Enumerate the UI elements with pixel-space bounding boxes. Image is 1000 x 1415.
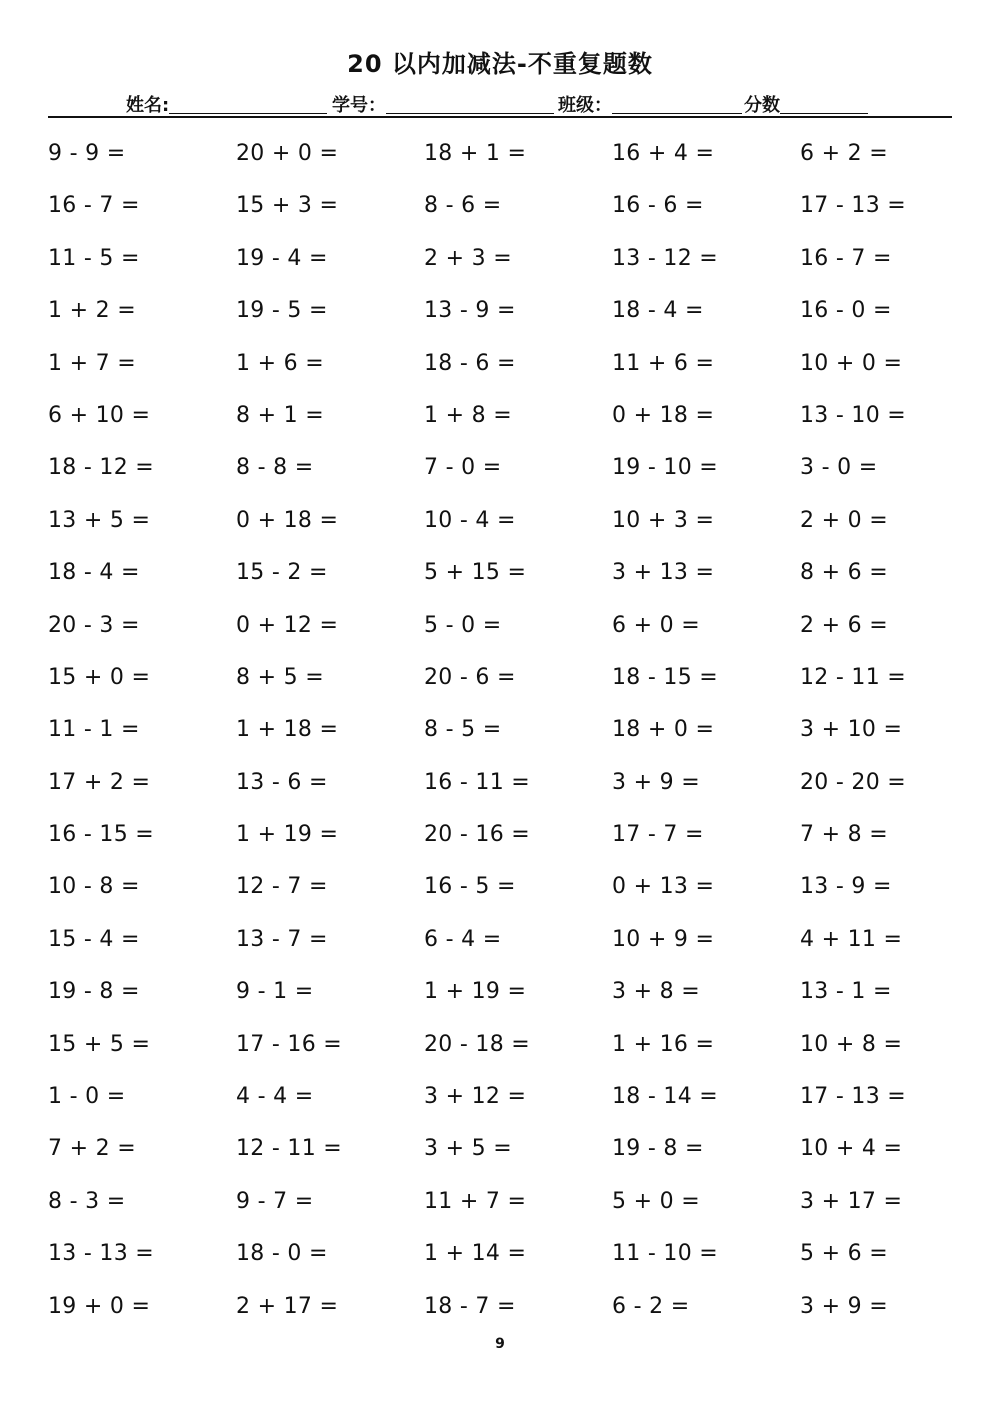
math-problem: 20 - 20 = — [800, 769, 907, 795]
math-problem: 13 - 12 = — [612, 245, 719, 271]
math-problem: 10 - 4 = — [424, 507, 516, 533]
math-problem: 5 + 6 = — [800, 1241, 888, 1267]
math-problem: 10 + 8 = — [800, 1031, 903, 1057]
class-label: 班级： — [558, 95, 612, 116]
math-problem: 8 + 1 = — [236, 402, 324, 428]
math-problem: 1 + 19 = — [236, 822, 339, 848]
math-problem: 1 + 14 = — [424, 1241, 527, 1267]
math-problem: 11 + 7 = — [424, 1188, 527, 1214]
math-problem: 16 - 5 = — [424, 874, 516, 900]
math-problem: 2 + 17 = — [236, 1293, 339, 1319]
math-problem: 0 + 18 = — [236, 507, 339, 533]
math-problem: 1 + 8 = — [424, 402, 512, 428]
math-problem: 8 - 8 = — [236, 455, 314, 481]
math-problem: 16 - 7 = — [48, 193, 140, 219]
math-problem: 16 - 7 = — [800, 245, 892, 271]
math-problem: 10 + 3 = — [612, 507, 715, 533]
class-blank[interactable] — [612, 95, 742, 114]
math-problem: 6 + 10 = — [48, 402, 151, 428]
math-problem: 15 - 4 = — [48, 926, 140, 952]
math-problem: 12 - 11 = — [236, 1136, 343, 1162]
math-problem: 20 + 0 = — [236, 141, 339, 166]
math-problem: 18 - 6 = — [424, 350, 516, 376]
math-problem: 1 + 16 = — [612, 1031, 715, 1057]
math-problem: 13 - 7 = — [236, 926, 328, 952]
math-problem: 5 + 0 = — [612, 1188, 700, 1214]
math-problem: 16 - 6 = — [612, 193, 704, 219]
math-problem: 19 - 10 = — [612, 455, 719, 481]
math-problem: 1 + 7 = — [48, 350, 136, 376]
math-problem: 3 + 17 = — [800, 1188, 903, 1214]
score-blank[interactable] — [780, 95, 868, 114]
math-problem: 8 - 3 = — [48, 1188, 126, 1214]
math-problem: 2 + 0 = — [800, 507, 888, 533]
math-problem: 18 - 4 = — [612, 298, 704, 324]
math-problem: 10 + 0 = — [800, 350, 903, 376]
math-problem: 6 + 2 = — [800, 141, 888, 166]
math-problem: 16 - 11 = — [424, 769, 531, 795]
math-problem: 19 - 8 = — [612, 1136, 704, 1162]
math-problem: 8 - 6 = — [424, 193, 502, 219]
math-problem: 16 - 15 = — [48, 822, 155, 848]
student-info-row — [48, 88, 952, 118]
name-field[interactable] — [126, 90, 327, 116]
math-problem: 18 + 0 = — [612, 717, 715, 743]
math-problem: 13 - 13 = — [48, 1241, 155, 1267]
math-problem: 18 - 15 = — [612, 664, 719, 690]
math-problem: 18 - 0 = — [236, 1241, 328, 1267]
math-problem: 0 + 13 = — [612, 874, 715, 900]
math-problem: 6 - 4 = — [424, 926, 502, 952]
math-problem: 11 - 5 = — [48, 245, 140, 271]
math-problem: 1 + 6 = — [236, 350, 324, 376]
math-problem: 18 - 4 = — [48, 560, 140, 586]
math-problem: 1 + 18 = — [236, 717, 339, 743]
math-problem: 20 - 3 = — [48, 612, 140, 638]
worksheet-title: 20 以内加减法-不重复题数 — [347, 50, 653, 78]
math-problem: 2 + 6 = — [800, 612, 888, 638]
math-problem: 3 + 13 = — [612, 560, 715, 586]
math-problem: 13 - 9 = — [800, 874, 892, 900]
name-blank[interactable] — [169, 95, 327, 114]
math-problem: 16 + 4 = — [612, 141, 715, 166]
math-problem: 15 - 2 = — [236, 560, 328, 586]
math-problem: 13 - 10 = — [800, 402, 907, 428]
math-problem: 8 + 5 = — [236, 664, 324, 690]
math-problem: 12 - 11 = — [800, 664, 907, 690]
student-no-field[interactable] — [332, 90, 554, 116]
math-problem: 20 - 18 = — [424, 1031, 531, 1057]
math-problem: 1 + 19 = — [424, 979, 527, 1005]
math-problem: 18 + 1 = — [424, 141, 527, 166]
math-problem: 19 - 8 = — [48, 979, 140, 1005]
math-problem: 6 + 0 = — [612, 612, 700, 638]
math-problem: 17 - 7 = — [612, 822, 704, 848]
math-problem: 16 - 0 = — [800, 298, 892, 324]
math-problem: 2 + 3 = — [424, 245, 512, 271]
math-problem: 5 - 0 = — [424, 612, 502, 638]
math-problem: 12 - 7 = — [236, 874, 328, 900]
math-problem: 4 - 4 = — [236, 1084, 314, 1110]
math-problem: 10 + 9 = — [612, 926, 715, 952]
score-label: 分数 — [744, 95, 780, 116]
math-problem: 3 + 12 = — [424, 1084, 527, 1110]
math-problem: 9 - 9 = — [48, 141, 126, 166]
math-problem: 11 - 1 = — [48, 717, 140, 743]
student-no-label: 学号： — [332, 95, 386, 116]
math-problem: 10 - 8 = — [48, 874, 140, 900]
class-field[interactable] — [558, 90, 742, 116]
math-problem: 15 + 5 = — [48, 1031, 151, 1057]
math-problem: 20 - 16 = — [424, 822, 531, 848]
math-problem: 1 + 2 = — [48, 298, 136, 324]
math-problem: 9 - 7 = — [236, 1188, 314, 1214]
student-no-blank[interactable] — [386, 95, 554, 114]
math-problem: 13 - 1 = — [800, 979, 892, 1005]
math-problem: 3 + 9 = — [612, 769, 700, 795]
math-problem: 4 + 11 = — [800, 926, 903, 952]
math-problem: 19 - 5 = — [236, 298, 328, 324]
math-problem: 7 + 2 = — [48, 1136, 136, 1162]
math-problem: 17 - 13 = — [800, 193, 907, 219]
math-problem: 18 - 7 = — [424, 1293, 516, 1319]
math-problem: 0 + 18 = — [612, 402, 715, 428]
math-problem: 19 + 0 = — [48, 1293, 151, 1319]
math-problem: 11 - 10 = — [612, 1241, 719, 1267]
name-label: 姓名: — [126, 95, 170, 116]
math-problem: 6 - 2 = — [612, 1293, 690, 1319]
math-problem: 20 - 6 = — [424, 664, 516, 690]
page-number: 9 — [495, 1336, 505, 1352]
math-problem: 7 - 0 = — [424, 455, 502, 481]
math-problem: 19 - 4 = — [236, 245, 328, 271]
math-problem: 18 - 14 = — [612, 1084, 719, 1110]
math-problem: 18 - 12 = — [48, 455, 155, 481]
math-problem: 11 + 6 = — [612, 350, 715, 376]
math-problem: 17 + 2 = — [48, 769, 151, 795]
math-problem: 17 - 13 = — [800, 1084, 907, 1110]
score-field[interactable] — [744, 90, 868, 116]
math-problem: 3 - 0 = — [800, 455, 878, 481]
math-problem: 0 + 12 = — [236, 612, 339, 638]
math-problem: 13 + 5 = — [48, 507, 151, 533]
math-problem: 10 + 4 = — [800, 1136, 903, 1162]
math-problem: 15 + 0 = — [48, 664, 151, 690]
math-problem: 8 + 6 = — [800, 560, 888, 586]
math-problem: 1 - 0 = — [48, 1084, 126, 1110]
math-problem: 8 - 5 = — [424, 717, 502, 743]
math-problem: 15 + 3 = — [236, 193, 339, 219]
math-problem: 3 + 10 = — [800, 717, 903, 743]
math-problem: 5 + 15 = — [424, 560, 527, 586]
math-problem: 3 + 5 = — [424, 1136, 512, 1162]
math-problem: 9 - 1 = — [236, 979, 314, 1005]
math-problem: 7 + 8 = — [800, 822, 888, 848]
math-problem: 13 - 9 = — [424, 298, 516, 324]
math-problem: 17 - 16 = — [236, 1031, 343, 1057]
problem-grid — [48, 136, 988, 1341]
math-problem: 3 + 8 = — [612, 979, 700, 1005]
math-problem: 3 + 9 = — [800, 1293, 888, 1319]
math-problem: 13 - 6 = — [236, 769, 328, 795]
